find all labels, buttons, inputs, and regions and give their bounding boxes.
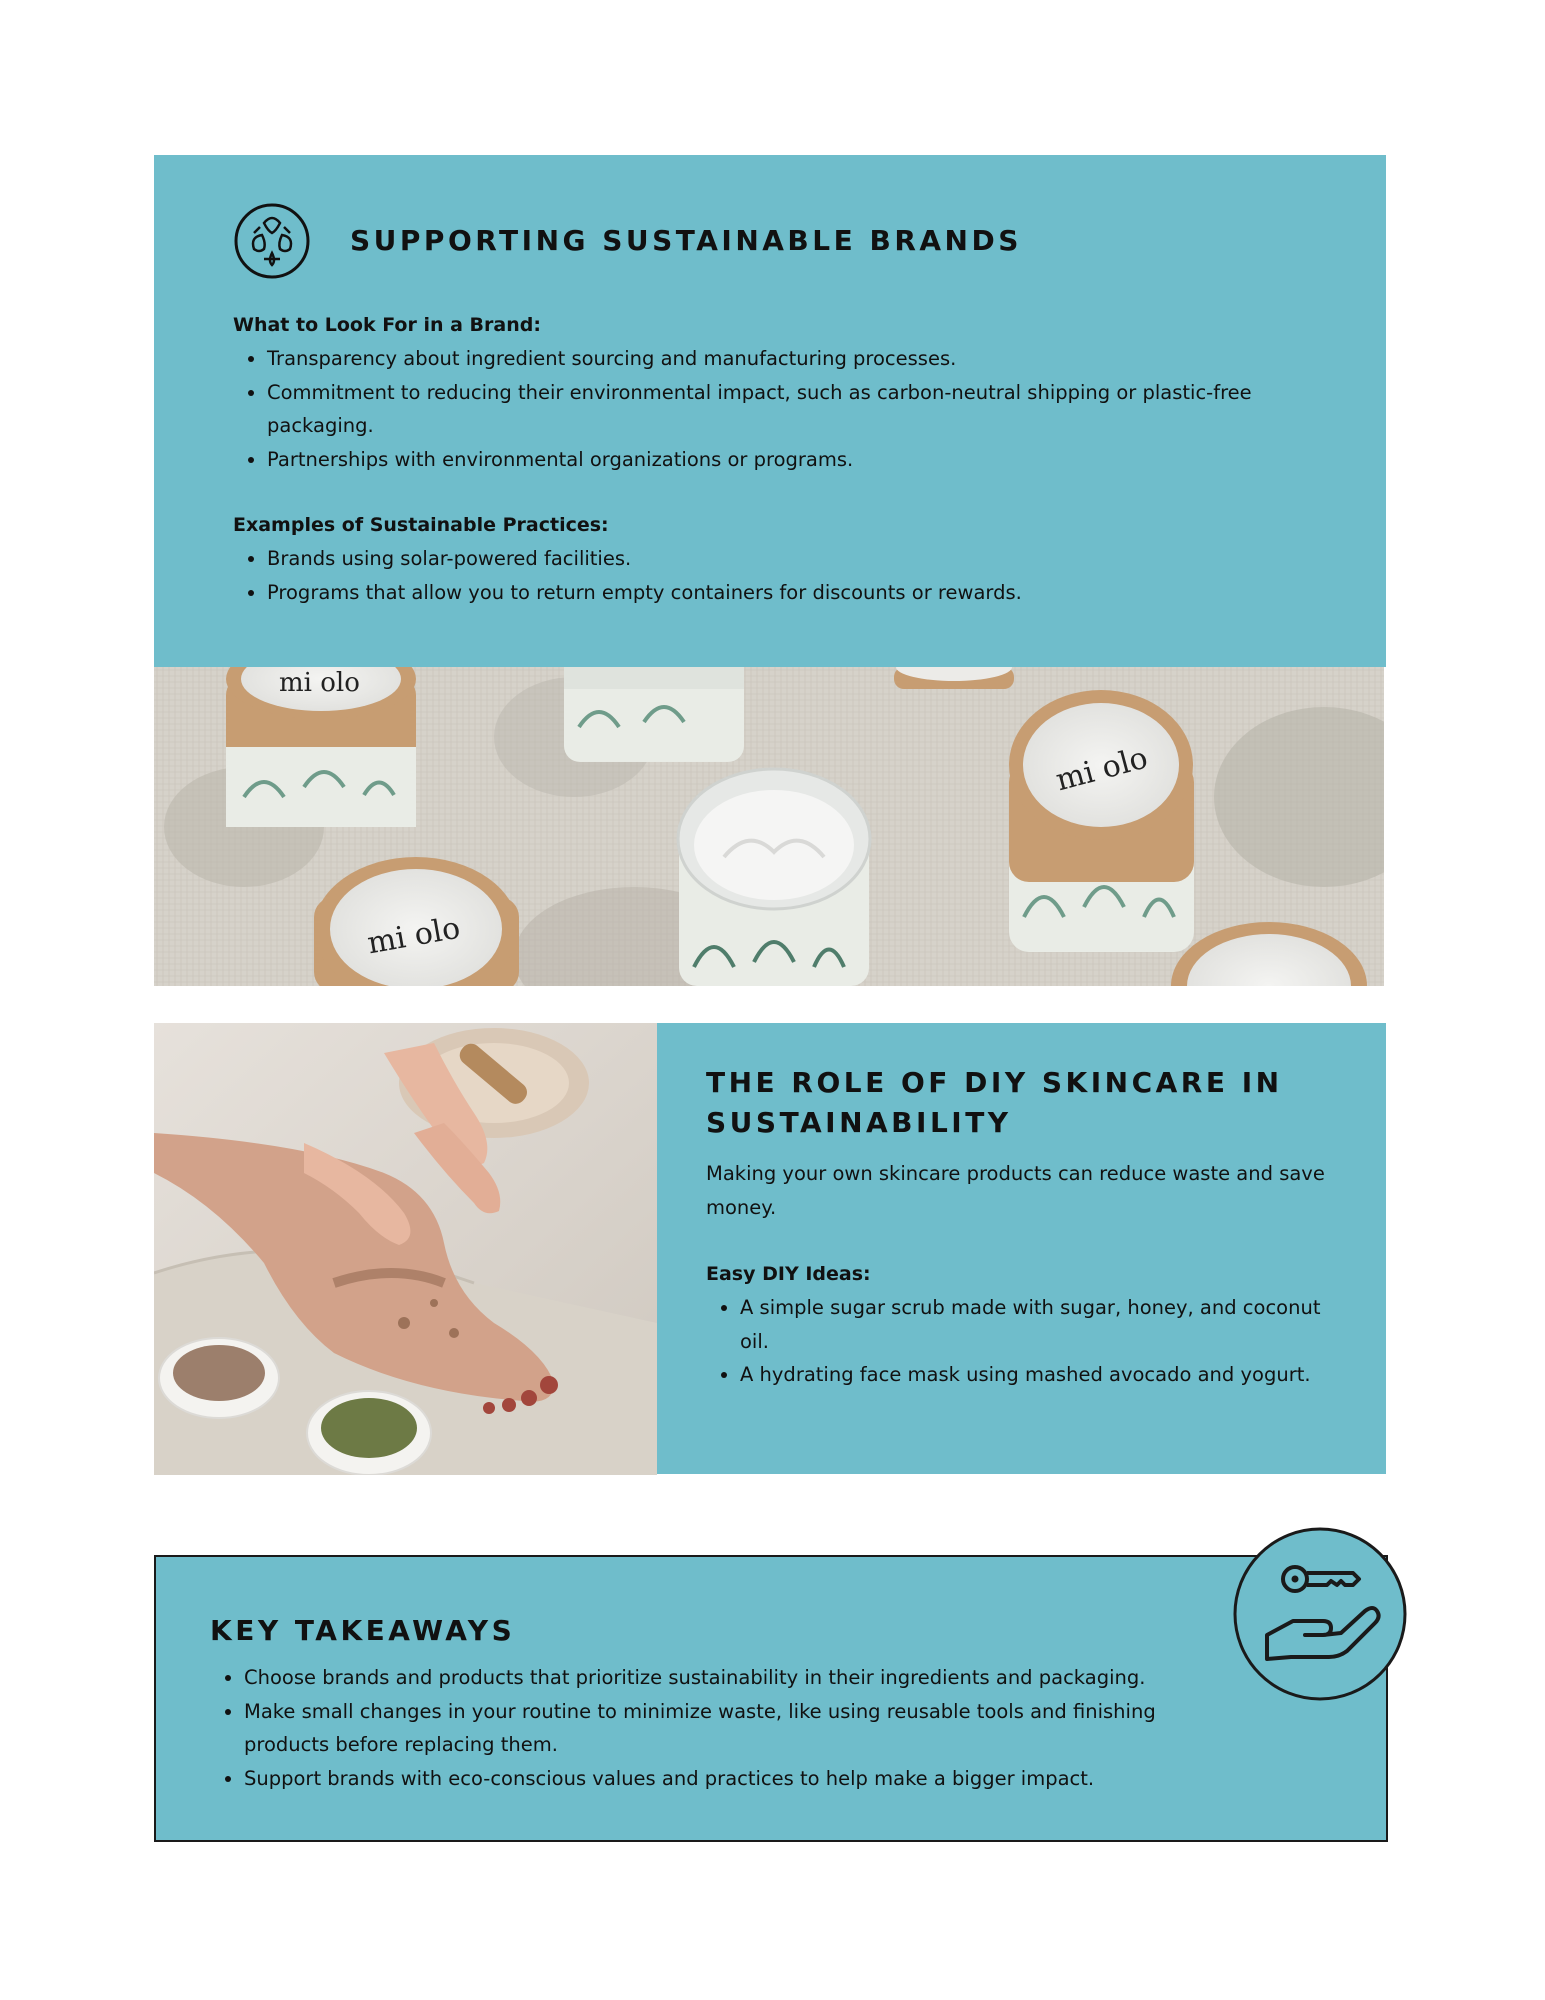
list-item: • Make small changes in your routine to minimize waste, like using reusable tools and finishing products before replacing them. xyxy=(244,1695,1220,1762)
diy-scrub-photo xyxy=(154,1023,657,1475)
list-item: • A simple sugar scrub made with sugar, honey, and coconut oil. xyxy=(740,1291,1346,1358)
jar-right xyxy=(1009,690,1194,952)
look-for-list xyxy=(233,342,1333,476)
examples-label: Examples of Sustainable Practices: xyxy=(233,514,609,536)
list-item: • Support brands with eco-conscious values and practices to help make a bigger impact. xyxy=(244,1762,1220,1796)
section-title: KEY TAKEAWAYS xyxy=(210,1614,516,1647)
svg-text:mi olo: mi olo xyxy=(364,910,463,962)
diy-skincare-panel xyxy=(657,1023,1386,1474)
list-item: • A hydrating face mask using mashed avocado and yogurt. xyxy=(740,1358,1346,1392)
list-item: • Transparency about ingredient sourcing and manufacturing processes. xyxy=(267,342,1333,376)
recycle-leaves-icon xyxy=(234,203,310,279)
brand-logo-text: mi olo xyxy=(279,668,360,698)
section-title: SUPPORTING SUSTAINABLE BRANDS xyxy=(350,224,1022,257)
jar-top-center xyxy=(564,667,744,762)
section-title: THE ROLE OF DIY SKINCARE IN SUSTAINABILITY xyxy=(706,1066,1283,1139)
list-item: • Partnerships with environmental organizations or programs. xyxy=(267,443,1333,477)
diy-ideas-list xyxy=(706,1291,1346,1392)
list-item: • Commitment to reducing their environmental impact, such as carbon-neutral shipping or plastic-free packaging. xyxy=(267,376,1333,443)
list-item: • Choose brands and products that prioritize sustainability in their ingredients and packaging. xyxy=(244,1661,1220,1695)
product-jars-photo xyxy=(154,667,1384,986)
key-takeaways-panel xyxy=(154,1555,1388,1842)
diy-ideas-label: Easy DIY Ideas: xyxy=(706,1263,871,1285)
takeaways-content xyxy=(210,1611,1220,1795)
examples-list xyxy=(233,542,1333,609)
sustainable-content xyxy=(233,309,1333,609)
hand-holding-key-icon xyxy=(1233,1527,1407,1701)
list-item: • Programs that allow you to return empty containers for discounts or rewards. xyxy=(267,576,1333,610)
list-item: • Brands using solar-powered facilities. xyxy=(267,542,1333,576)
jar-top-right-small xyxy=(894,667,1014,689)
jar-top-left xyxy=(226,667,416,827)
sustainable-brands-panel xyxy=(154,155,1386,667)
takeaways-list xyxy=(210,1661,1220,1795)
diy-intro: Making your own skincare products can reduce waste and save money. xyxy=(706,1162,1325,1219)
diy-content xyxy=(706,1063,1346,1392)
jar-open-center xyxy=(678,769,870,986)
look-for-label: What to Look For in a Brand: xyxy=(233,314,541,336)
svg-text:mi olo: mi olo xyxy=(1052,740,1152,799)
